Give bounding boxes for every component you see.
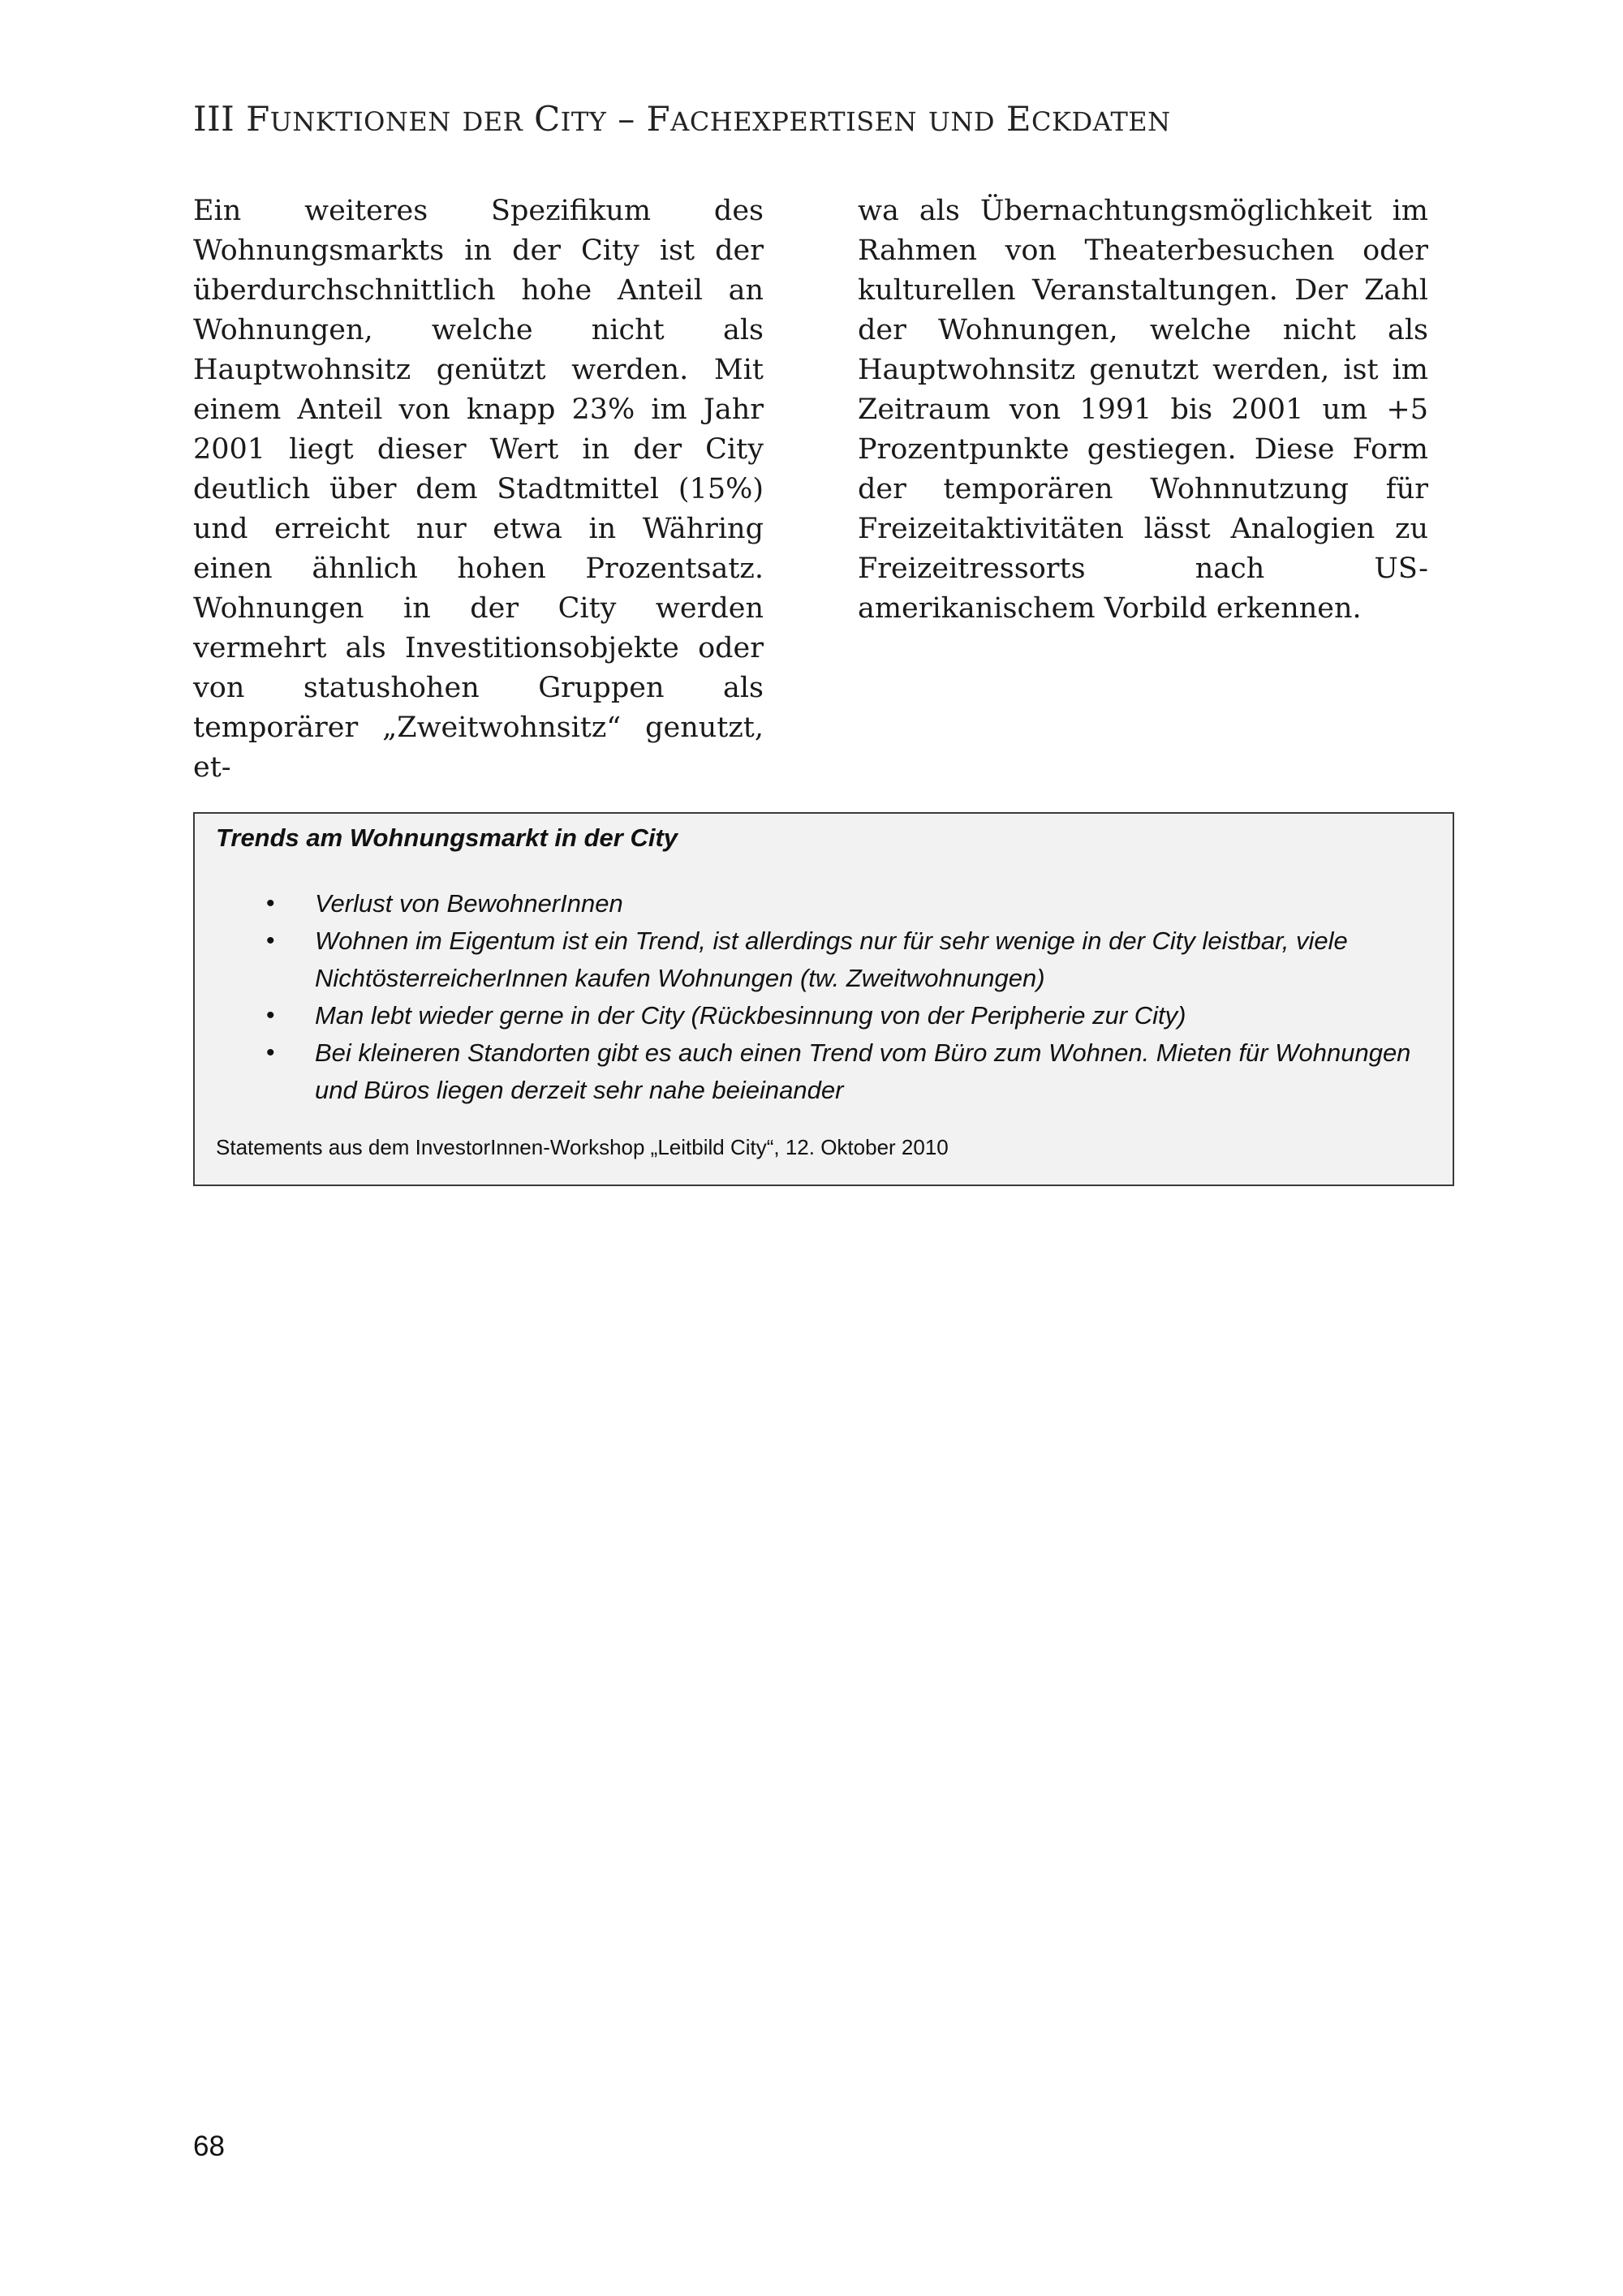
trend-item <box>195 885 1428 922</box>
bullet-icon: • <box>266 1039 275 1066</box>
bullet-icon: • <box>266 890 275 917</box>
trend-item-text: Verlust von BewohnerInnen <box>315 889 623 918</box>
page-number: 68 <box>193 2130 225 2162</box>
trend-item-text: Wohnen im Eigentum ist ein Trend, ist allerdings nur für sehr wenige in der City leistbar, viele NichtösterreicherInnen kaufen Wohnungen (tw. Zweitwohnungen) <box>315 927 1348 992</box>
body-text-left-column: Ein weiteres Spezifikum des Wohnungsmarkts in der City ist der überdurchschnittlich hohe Anteil an Wohnungen, welche nicht als Hauptwohnsitz genützt werden. Mit einem Anteil von knapp 23% im Jahr 2001 liegt dieser Wert in der City deutlich über dem Stadtmittel (15%) und erreicht nur etwa in Währing einen ähnlich hohen Prozentsatz. Wohnungen in der City werden vermehrt als Investitionsobjekte oder von statushohen Gruppen als temporärer „Zweitwohnsitz“ genutzt, et- <box>193 195 764 784</box>
trends-box-source-note: Statements aus dem InvestorInnen-Workshop „Leitbild City“, 12. Oktober 2010 <box>216 1135 949 1159</box>
trend-item <box>195 997 1428 1034</box>
trends-list <box>195 885 1428 1109</box>
trend-item <box>195 922 1428 997</box>
bullet-icon: • <box>266 1002 275 1029</box>
running-header <box>193 99 1171 139</box>
header-roman: III <box>193 99 235 139</box>
trends-info-box <box>193 812 1454 1186</box>
trend-item-text: Man lebt wieder gerne in der City (Rückbesinnung von der Peripherie zur City) <box>315 1001 1186 1030</box>
trend-item-text: Bei kleineren Standorten gibt es auch einen Trend vom Büro zum Wohnen. Mieten für Wohnungen und Büros liegen derzeit sehr nahe beieinander <box>315 1038 1411 1104</box>
header-dash: – <box>618 99 635 139</box>
trend-item <box>195 1034 1428 1109</box>
header-word-4: FACHEXPERTISEN <box>646 99 918 139</box>
header-word-3: CITY <box>534 99 607 139</box>
trends-box-title: Trends am Wohnungsmarkt in der City <box>216 823 678 852</box>
header-word-5: UND <box>928 106 996 137</box>
header-word-1: FUNKTIONEN <box>246 99 451 139</box>
header-word-2: DER <box>462 106 523 137</box>
header-word-6: ECKDATEN <box>1005 99 1171 139</box>
body-text-right-column: wa als Übernachtungsmöglichkeit im Rahmen von Theaterbesuchen oder kulturellen Veranstaltungen. Der Zahl der Wohnungen, welche nicht als Hauptwohnsitz genutzt werden, ist im Zeitraum von 1991 bis 2001 um +5 Prozentpunkte gestiegen. Diese Form der temporären Wohnnutzung für Freizeitaktivitäten lässt Analogien zu Freizeitressorts nach US-amerikanischem Vorbild erkennen. <box>858 195 1428 625</box>
bullet-icon: • <box>266 927 275 954</box>
